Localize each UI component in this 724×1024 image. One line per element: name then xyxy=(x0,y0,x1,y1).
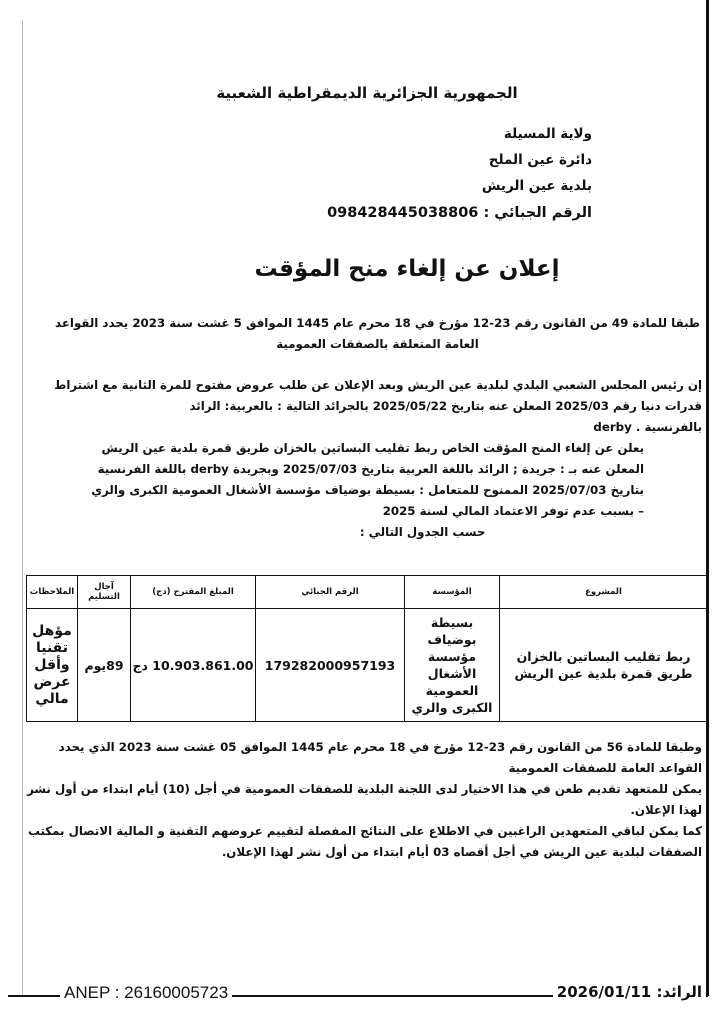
table-header-row: المشروع المؤسسة الرقم الجبائي المبلغ المقترح (دج) آجال التسليم الملاحظات xyxy=(27,576,708,609)
paragraph-appeal: وطبقا للمادة 56 من القانون رقم 23-12 مؤرخ في 18 محرم عام 1445 الموافق 05 غشت سنة 2023 الذي يحدد القواعد العامة للصفقات العمومية يمكن للمتعهد تقديم طعن في هذا الاختيار لدى اللجنة البلدية للصفقات العمومية في أجل (10) أيام ابتداء من أول نشر لهذا الإعلان. كما يمكن لباقي المتعهدين الراغبين في الاطلاع على النتائج المفصلة لتقييم عروضهم التقنية و المالية الاتصال بمكتب الصفقات لبلدية عين الريش في أجل أقصاه 03 أيام ابتداء من أول نشر لهذا الإعلان. xyxy=(27,740,702,859)
paragraph-legal-basis: طبقا للمادة 49 من القانون رقم 23-12 مؤرخ في 18 محرم عام 1445 الموافق 5 غشت سنة 2023 يحدد القواعد العامة المتعلقة بالصفقات العمومية xyxy=(55,316,700,351)
project-cell: ربط تقليب البساتين بالخزان طريق قمرة بلدية عين الريش xyxy=(500,609,708,722)
republic-header: الجمهورية الجزائرية الديمقراطية الشعبية xyxy=(216,84,518,102)
table-intro: حسب الجدول التالي : xyxy=(359,525,486,539)
notice-title: إعلان عن إلغاء منح المؤقت xyxy=(254,256,560,282)
table-row xyxy=(27,609,708,722)
anep-number: ANEP : 26160005723 xyxy=(60,983,232,1003)
amount-cell: 10.903.861.00 دج xyxy=(131,609,256,722)
daira: دائرة عين الملح xyxy=(488,152,592,168)
tax-id-cell: 179282000957193 xyxy=(256,609,405,722)
award-table xyxy=(26,575,708,722)
publication-date: الرائد: 2026/01/11 xyxy=(553,983,706,1001)
commune: بلدية عين الريش xyxy=(481,178,592,194)
right-border xyxy=(706,0,709,996)
tax-id: الرقم الجبائي : 098428445038806 xyxy=(327,205,592,221)
company-cell: بسيطة بوضياف مؤسسة الأشغال العمومية الكبرى والري xyxy=(405,609,500,722)
delay-cell: 89يوم xyxy=(78,609,131,722)
paragraph-background: إن رئيس المجلس الشعبي البلدي لبلدية عين الريش وبعد الإعلان عن طلب عروض مفتوح للمرة الثانية مع اشتراط قدرات دنيا رقم 2025/03 المعلن عنه بتاريخ 2025/05/22 بالجرائد التالية : بالعربية: الرائد بالفرنسية . derby xyxy=(54,378,702,434)
remarks-cell: مؤهل تقنيا وأقل عرض مالي xyxy=(27,609,78,722)
left-border xyxy=(22,20,23,996)
wilaya: ولاية المسيلة xyxy=(503,126,592,142)
paragraph-cancellation: يعلن عن إلغاء المنح المؤقت الخاص ربط تقليب البساتين بالخزان طريق قمرة بلدية عين الريش المعلن عنه بـ : جريدة ; الرائد باللغة العربية بتاريخ 2025/07/03 وبجريدة derby باللغة الفرنسية بتاريخ 2025/07/03 الممنوح للمتعامل : بسيطة بوضياف مؤسسة الأشغال العمومية الكبرى والري – بسبب عدم توفر الاعتماد المالي لسنة 2025 حسب الجدول التالي : xyxy=(91,438,644,543)
